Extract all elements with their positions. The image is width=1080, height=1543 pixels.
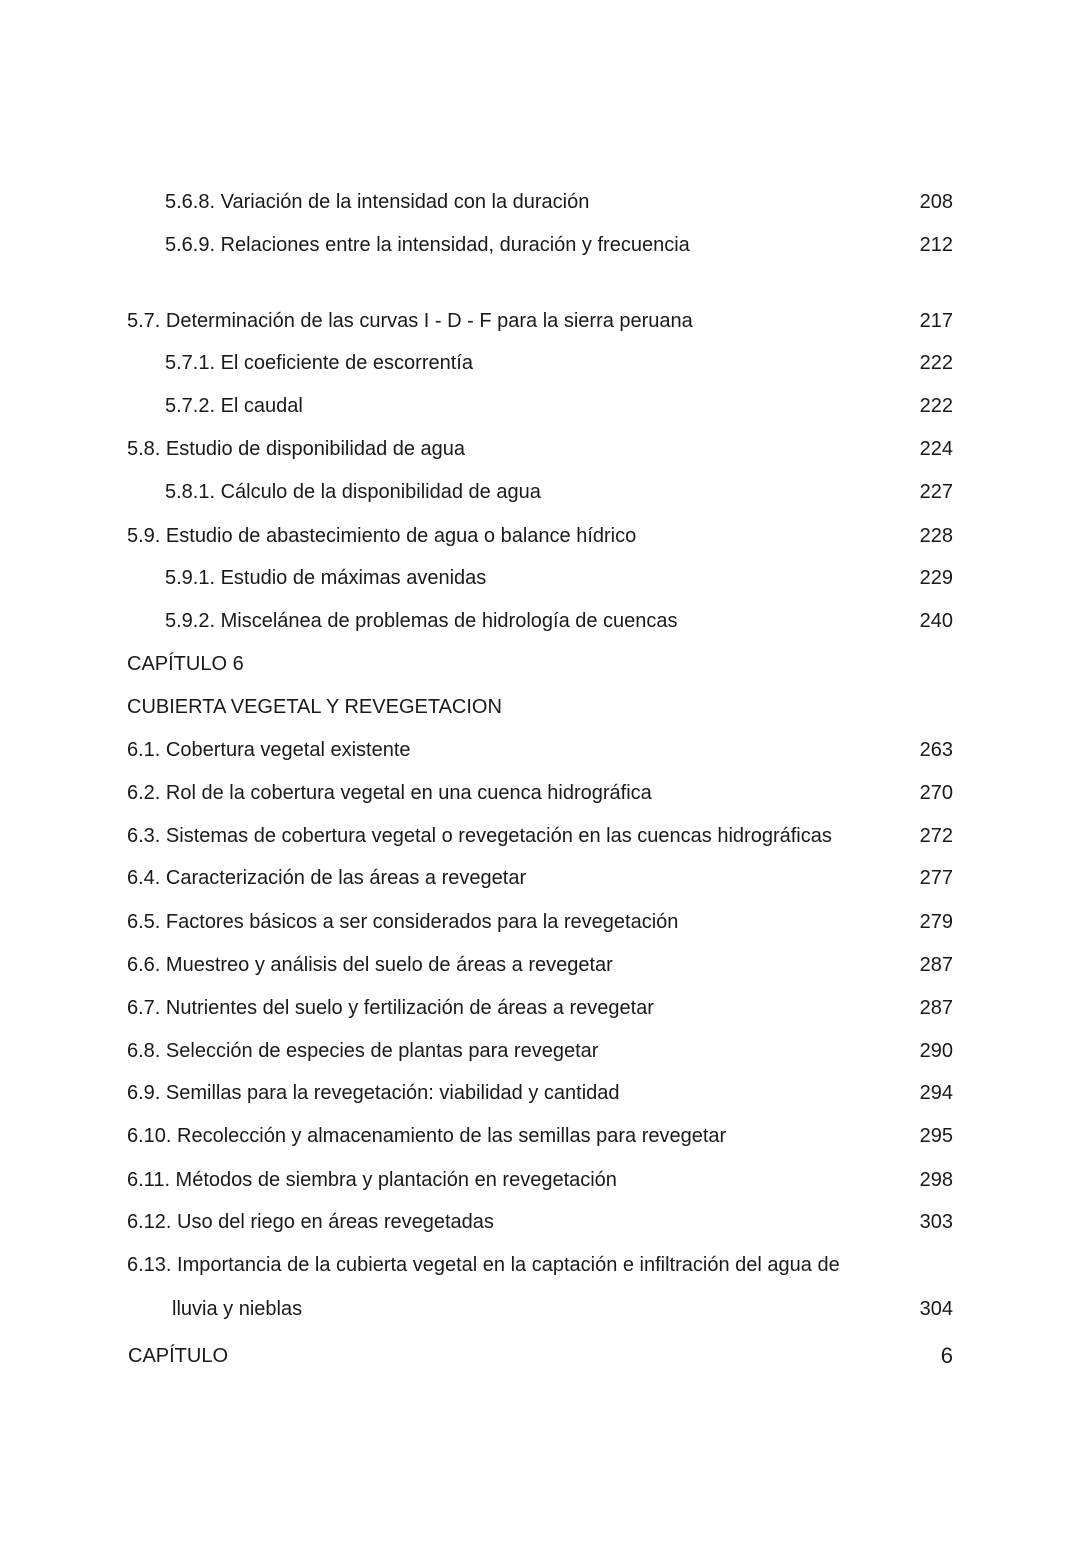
toc-entry (0, 435, 1080, 463)
footer-chapter-label: CAPÍTULO (128, 1345, 229, 1367)
toc-entry (0, 1166, 1080, 1194)
toc-entry-page: 263 (919, 739, 953, 761)
toc-entry-page: 229 (919, 567, 953, 589)
toc-entry-title: 5.6.8. Variación de la intensidad con la duración (165, 191, 590, 213)
toc-entry-title: 6.8. Selección de especies de plantas para revegetar (127, 1040, 599, 1062)
toc-entry (0, 607, 1080, 635)
toc-entry-page: 270 (919, 782, 953, 804)
toc-entry (0, 1295, 1080, 1323)
toc-entry (0, 1122, 1080, 1150)
toc-entry-page: 222 (919, 395, 953, 417)
toc-entry-title: 6.11. Métodos de siembra y plantación en revegetación (127, 1169, 617, 1191)
page-footer (0, 1342, 1080, 1370)
toc-entry-page: 295 (919, 1125, 953, 1147)
toc-entry-title: 6.3. Sistemas de cobertura vegetal o revegetación en las cuencas hidrográficas (127, 825, 832, 847)
toc-entry (0, 522, 1080, 550)
toc-entry (0, 1037, 1080, 1065)
toc-entry-title: 6.6. Muestreo y análisis del suelo de áreas a revegetar (127, 954, 613, 976)
toc-entry-page: 272 (919, 825, 953, 847)
toc-entry-page: 224 (919, 438, 953, 460)
toc-entry-title: 6.12. Uso del riego en áreas revegetadas (127, 1211, 494, 1233)
toc-entry (0, 231, 1080, 259)
toc-entry (0, 188, 1080, 216)
toc-entry-page: 298 (919, 1169, 953, 1191)
toc-entry-title: 5.7. Determinación de las curvas I - D - F para la sierra peruana (127, 310, 693, 332)
toc-entry-page: 228 (919, 525, 953, 547)
toc-entry-title: 5.9.2. Miscelánea de problemas de hidrología de cuencas (165, 610, 678, 632)
toc-entry-title: CAPÍTULO 6 (127, 653, 244, 675)
toc-entry (0, 951, 1080, 979)
toc-entry-title: lluvia y nieblas (172, 1298, 303, 1320)
toc-entry-page: 279 (919, 911, 953, 933)
toc-entry-title: 6.10. Recolección y almacenamiento de las semillas para revegetar (127, 1125, 727, 1147)
toc-entry-title: 6.1. Cobertura vegetal existente (127, 739, 411, 761)
toc-entry-page: 222 (919, 352, 953, 374)
toc-entry-title: 5.7.1. El coeficiente de escorrentía (165, 352, 473, 374)
toc-entry-page: 240 (919, 610, 953, 632)
toc-entry-title: 5.6.9. Relaciones entre la intensidad, duración y frecuencia (165, 234, 690, 256)
toc-entry-title: 5.9. Estudio de abastecimiento de agua o balance hídrico (127, 525, 637, 547)
toc-entry-page: 294 (919, 1082, 953, 1104)
toc-entry-page: 303 (919, 1211, 953, 1233)
toc-entry-title: CUBIERTA VEGETAL Y REVEGETACION (127, 696, 502, 718)
toc-entry-page: 287 (919, 997, 953, 1019)
toc-entry (0, 478, 1080, 506)
toc-entry-title: 5.7.2. El caudal (165, 395, 303, 417)
toc-entry-title: 6.7. Nutrientes del suelo y fertilización de áreas a revegetar (127, 997, 654, 1019)
toc-entry-page: 208 (919, 191, 953, 213)
toc-entry-title: 6.5. Factores básicos a ser considerados para la revegetación (127, 911, 679, 933)
toc-entry (0, 650, 1080, 678)
toc-entry (0, 779, 1080, 807)
toc-entry-page: 290 (919, 1040, 953, 1062)
toc-entry (0, 564, 1080, 592)
toc-entry-title: 5.8. Estudio de disponibilidad de agua (127, 438, 466, 460)
toc-entry (0, 1079, 1080, 1107)
toc-entry (0, 1251, 1080, 1279)
toc-entry-title: 6.13. Importancia de la cubierta vegetal en la captación e infiltración del agua de (127, 1254, 840, 1276)
toc-entry-title: 6.4. Caracterización de las áreas a revegetar (127, 867, 527, 889)
toc-entry (0, 736, 1080, 764)
toc-entry (0, 994, 1080, 1022)
toc-entry (0, 822, 1080, 850)
toc-entry-page: 304 (919, 1298, 953, 1320)
toc-entry-title: 5.8.1. Cálculo de la disponibilidad de agua (165, 481, 541, 503)
toc-entry-page: 287 (919, 954, 953, 976)
toc-entry (0, 392, 1080, 420)
toc-entry-page: 227 (919, 481, 953, 503)
toc-entry-page: 212 (919, 234, 953, 256)
toc-entry-page: 217 (919, 310, 953, 332)
toc-entry (0, 864, 1080, 892)
toc-entry (0, 349, 1080, 377)
toc-entry (0, 307, 1080, 335)
toc-entry-title: 6.2. Rol de la cobertura vegetal en una cuenca hidrográfica (127, 782, 652, 804)
toc-entry-title: 6.9. Semillas para la revegetación: viabilidad y cantidad (127, 1082, 620, 1104)
toc-entry (0, 1208, 1080, 1236)
toc-entry-page: 277 (919, 867, 953, 889)
toc-entry-title: 5.9.1. Estudio de máximas avenidas (165, 567, 487, 589)
toc-entry (0, 908, 1080, 936)
toc-entry (0, 693, 1080, 721)
footer-page-number: 6 (940, 1343, 953, 1368)
